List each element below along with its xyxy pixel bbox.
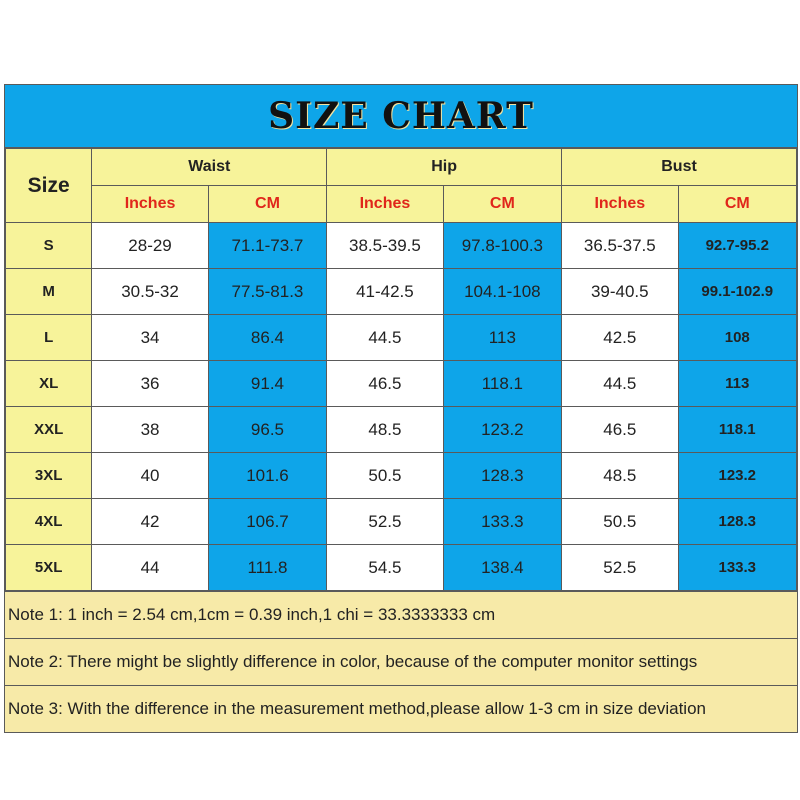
unit-header: Inches: [562, 186, 678, 223]
waist-cm-cell: 96.5: [208, 407, 326, 453]
size-label-cell: 4XL: [6, 499, 92, 545]
table-row: [6, 407, 797, 453]
waist-inches-cell: 30.5-32: [92, 269, 208, 315]
waist-cm-cell: 77.5-81.3: [208, 269, 326, 315]
size-label-cell: M: [6, 269, 92, 315]
bust-inches-cell: 36.5-37.5: [562, 223, 678, 269]
note-3: Note 3: With the difference in the measurement method,please allow 1-3 cm in size deviation: [5, 685, 797, 732]
waist-inches-cell: 44: [92, 545, 208, 591]
hip-cm-cell: 133.3: [443, 499, 561, 545]
size-label-cell: 5XL: [6, 545, 92, 591]
hip-cm-cell: 118.1: [443, 361, 561, 407]
waist-inches-cell: 42: [92, 499, 208, 545]
size-label-cell: S: [6, 223, 92, 269]
group-header-waist: Waist: [92, 149, 327, 186]
size-label-cell: L: [6, 315, 92, 361]
waist-inches-cell: 38: [92, 407, 208, 453]
unit-header: CM: [678, 186, 796, 223]
hip-inches-cell: 44.5: [327, 315, 443, 361]
waist-cm-cell: 91.4: [208, 361, 326, 407]
group-header-bust: Bust: [562, 149, 797, 186]
table-row: [6, 453, 797, 499]
unit-header: Inches: [327, 186, 443, 223]
note-1: Note 1: 1 inch = 2.54 cm,1cm = 0.39 inch,1 chi = 33.3333333 cm: [5, 591, 797, 638]
table-row: [6, 269, 797, 315]
bust-cm-cell: 92.7-95.2: [678, 223, 796, 269]
unit-header: CM: [208, 186, 326, 223]
hip-inches-cell: 41-42.5: [327, 269, 443, 315]
waist-inches-cell: 34: [92, 315, 208, 361]
bust-inches-cell: 52.5: [562, 545, 678, 591]
bust-cm-cell: 113: [678, 361, 796, 407]
note-2: Note 2: There might be slightly difference in color, because of the computer monitor settings: [5, 638, 797, 685]
size-label-cell: XL: [6, 361, 92, 407]
size-chart: [4, 84, 798, 733]
size-rows: [6, 223, 797, 591]
bust-inches-cell: 44.5: [562, 361, 678, 407]
size-column-header: Size: [6, 149, 92, 223]
waist-cm-cell: 111.8: [208, 545, 326, 591]
bust-inches-cell: 46.5: [562, 407, 678, 453]
hip-cm-cell: 97.8-100.3: [443, 223, 561, 269]
bust-cm-cell: 133.3: [678, 545, 796, 591]
table-row: [6, 315, 797, 361]
bust-inches-cell: 39-40.5: [562, 269, 678, 315]
bust-inches-cell: 48.5: [562, 453, 678, 499]
waist-cm-cell: 86.4: [208, 315, 326, 361]
hip-inches-cell: 46.5: [327, 361, 443, 407]
bust-cm-cell: 123.2: [678, 453, 796, 499]
hip-cm-cell: 138.4: [443, 545, 561, 591]
waist-inches-cell: 36: [92, 361, 208, 407]
hip-inches-cell: 38.5-39.5: [327, 223, 443, 269]
waist-cm-cell: 101.6: [208, 453, 326, 499]
hip-inches-cell: 52.5: [327, 499, 443, 545]
bust-cm-cell: 118.1: [678, 407, 796, 453]
hip-cm-cell: 113: [443, 315, 561, 361]
unit-header: Inches: [92, 186, 208, 223]
chart-title: SIZE CHART: [5, 85, 797, 148]
size-table: [5, 148, 797, 591]
table-row: [6, 499, 797, 545]
hip-cm-cell: 123.2: [443, 407, 561, 453]
hip-inches-cell: 48.5: [327, 407, 443, 453]
hip-inches-cell: 50.5: [327, 453, 443, 499]
size-label-cell: XXL: [6, 407, 92, 453]
bust-inches-cell: 42.5: [562, 315, 678, 361]
unit-header: CM: [443, 186, 561, 223]
bust-cm-cell: 99.1-102.9: [678, 269, 796, 315]
notes-section: [5, 591, 797, 732]
waist-inches-cell: 40: [92, 453, 208, 499]
table-row: [6, 223, 797, 269]
waist-cm-cell: 106.7: [208, 499, 326, 545]
hip-cm-cell: 104.1-108: [443, 269, 561, 315]
group-header-hip: Hip: [327, 149, 562, 186]
table-row: [6, 361, 797, 407]
hip-cm-cell: 128.3: [443, 453, 561, 499]
hip-inches-cell: 54.5: [327, 545, 443, 591]
waist-inches-cell: 28-29: [92, 223, 208, 269]
bust-cm-cell: 108: [678, 315, 796, 361]
bust-inches-cell: 50.5: [562, 499, 678, 545]
table-row: [6, 545, 797, 591]
waist-cm-cell: 71.1-73.7: [208, 223, 326, 269]
size-label-cell: 3XL: [6, 453, 92, 499]
bust-cm-cell: 128.3: [678, 499, 796, 545]
